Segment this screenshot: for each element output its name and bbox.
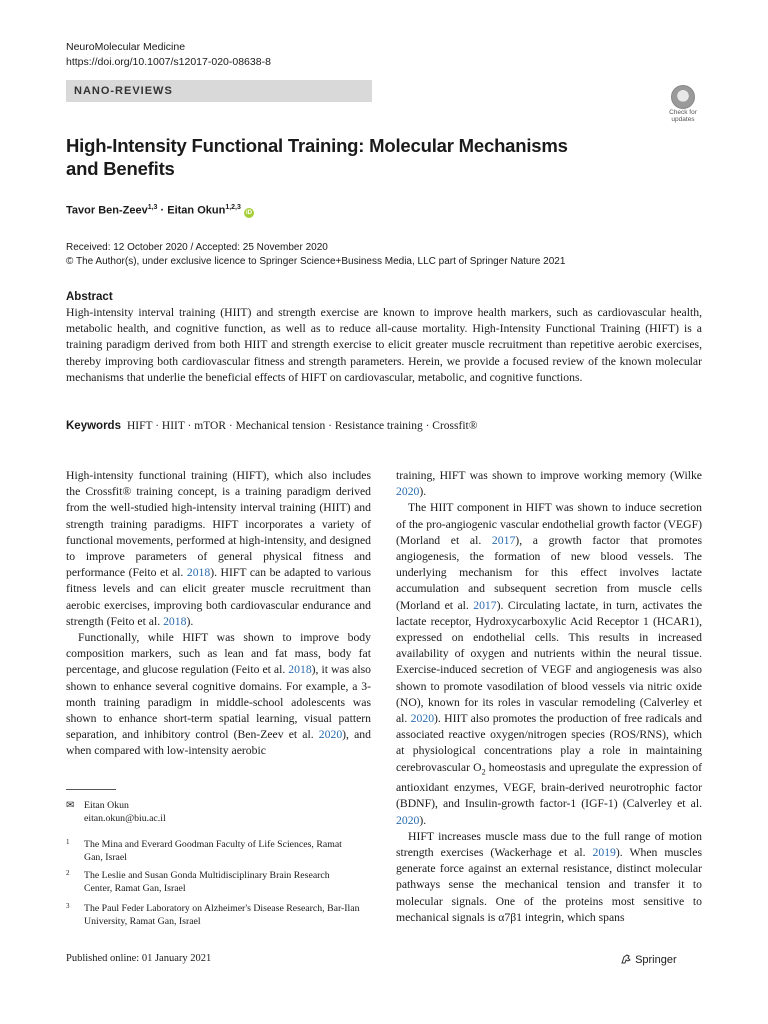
- paragraph: The HIIT component in HIFT was shown to induce secretion of the pro-angiogenic vascular endothelial growth factor (VEGF) (Morland et al. 2017), a growth factor that promotes angiogenesis, the formation of new blood vessels. The underlying mechanism for this effect involves lactate accumulation and subsequent secretion from muscle cells (Morland et al. 2017). Circulating lactate, in turn, activates the lactate receptor, Hydroxycarboxylic Acid Receptor 1 (HCAR1), expressed on endothelial cells. This results in increased availability of oxygen and nutrients within the neural tissue. Exercise-induced secretion of VEGF and angiogenesis was also shown to promote vasodilation of blood vessels via nitric oxide (NO), known for its roles in vascular remodeling (Calverley et al. 2020). HIIT also promotes the production of free radicals and associated reactive oxygen/nitrogen species (ROS/RNS), which at physiological concentrations play a role in maintaining cerebrovascular $O_2$ homeostasis and upregulate the expression of antioxidant enzymes, VEGF, brain-derived neurotrophic factor (BDNF), and Insulin-growth factor-1 (IGF-1) (Calverley et al. 2020).: [396, 501, 703, 827]
- check-for-updates-badge[interactable]: [664, 85, 702, 125]
- article-dates: [66, 241, 565, 269]
- citation-link[interactable]: 2018: [163, 614, 187, 628]
- author-affiliation: 1,3: [147, 204, 158, 211]
- abstract-heading: Abstract: [66, 291, 113, 303]
- check-updates-icon: [671, 85, 695, 109]
- affiliation-number: 1: [66, 838, 70, 846]
- orcid-icon[interactable]: iD: [245, 209, 252, 216]
- received-accepted: Received: 12 October 2020 / Accepted: 25 November 2020: [66, 242, 328, 253]
- publisher-logo: [620, 953, 677, 966]
- citation-link[interactable]: 2017: [491, 533, 516, 547]
- author-line: [66, 204, 254, 218]
- affiliation-text: The Paul Feder Laboratory on Alzheimer's Disease Research, Bar-Ilan University, Ramat Gan, Israel: [84, 903, 360, 927]
- section-banner: NANO-REVIEWS: [66, 80, 372, 102]
- paragraph: HIFT increases muscle mass due to the full range of motion strength exercises (Wackerhage et al. 2019). When muscles generate force against an external resistance, distinct molecular pathways sense the mechanical tension and transfer it to molecular signals. One of the proteins most sensitive to mechanical signals is α7β1 integrin, which spans: [396, 829, 702, 924]
- keywords-label: Keywords: [66, 420, 121, 432]
- article-title: High-Intensity Functional Training: Molecular Mechanisms and Benefits: [66, 135, 568, 179]
- affiliation-text: The Mina and Everard Goodman Faculty of Life Sciences, Ramat Gan, Israel: [84, 839, 342, 863]
- keywords: [66, 420, 477, 432]
- paragraph: High-intensity functional training (HIFT), which also includes the Crossfit® training concept, is a training paradigm derived from the well-studied high-intensity interval training (HIIT) and strength training paradigms. HIFT incorporates a variety of functional movements, performed at high-intensity, and designed to improve parameters of general physical fitness and performance (Feito et al. 2018). HIFT can be adapted to various fitness levels and can elicit greater muscle recruitment than aerobic exercises, improving both cardiovascular endurance and strength (Feito et al. 2018).: [66, 469, 371, 628]
- affiliation-3: [66, 902, 371, 928]
- journal-name: NeuroMolecular Medicine: [66, 41, 186, 53]
- citation-link[interactable]: 2020: [318, 728, 343, 742]
- body-left-column: [66, 468, 371, 760]
- affiliation-number: 3: [66, 902, 70, 910]
- footnote-divider: [66, 789, 116, 790]
- author-name[interactable]: Eitan Okun: [167, 204, 226, 217]
- envelope-icon: ✉: [66, 800, 75, 811]
- corresponding-author: [66, 799, 371, 825]
- journal-header: [66, 40, 271, 70]
- citation-link[interactable]: 2020: [396, 813, 420, 827]
- corresponding-name: Eitan Okun: [84, 800, 129, 811]
- citation-link[interactable]: 2018: [288, 663, 312, 677]
- affiliation-2: [66, 869, 371, 895]
- published-online: Published online: 01 January 2021: [66, 953, 212, 964]
- affiliation-text: The Leslie and Susan Gonda Multidisciplinary Brain Research Center, Ramat Gan, Israel: [84, 870, 330, 894]
- corresponding-email[interactable]: eitan.okun@biu.ac.il: [84, 813, 166, 824]
- doi-link[interactable]: https://doi.org/10.1007/s12017-020-08638-8: [66, 56, 271, 68]
- copyright-line: © The Author(s), under exclusive licence to Springer Science+Business Media, LLC part of Springer Nature 2021: [66, 256, 566, 267]
- author-affiliation: 1,2,3: [225, 204, 241, 211]
- citation-link[interactable]: 2018: [186, 566, 211, 580]
- paragraph: training, HIFT was shown to improve working memory (Wilke 2020).: [396, 469, 702, 499]
- publisher-name: Springer: [635, 954, 677, 966]
- citation-link[interactable]: 2020: [396, 485, 420, 499]
- citation-link[interactable]: 2020: [410, 712, 435, 726]
- body-right-column: [396, 468, 702, 926]
- paragraph: Functionally, while HIFT was shown to improve body composition markers, such as lean and fat mass, body fat percentage, and glucose regulation (Feito et al. 2018), it was also shown to enhance several cognitive domains. For example, a 3-month training paradigm in middle-school adolescents was shown to enhance short-term spatial learning, visual pattern separation, and inhibitory control (Ben-Zeev et al. 2020), and when compared with low-intensity aerobic: [66, 631, 372, 758]
- check-updates-label: Check for updates: [669, 109, 697, 123]
- abstract-text: High-intensity interval training (HIIT) and strength exercise are known to improve health markers, such as cardiovascular health, metabolic health, and cognitive function, as well as to reduce all-cause mortality. High-Intensity Functional Training (HIFT) is a training paradigm derived from both HIIT and strength exercise to elicit greater muscle recruitment than repetitive aerobic exercises, thereby improving both cardiovascular fitness and strength parameters. Herein, we provide a focused review of the known molecular mechanisms that underlie the beneficial effects of HIFT on cardiovascular, metabolic, and cognitive functions.: [66, 306, 702, 384]
- affiliation-number: 2: [66, 869, 70, 877]
- author-separator: ·: [160, 204, 165, 217]
- affiliation-1: [66, 838, 371, 864]
- springer-horse-icon: [620, 953, 632, 965]
- citation-link[interactable]: 2019: [592, 846, 616, 859]
- keywords-list: HIFT · HIIT · mTOR · Mechanical tension · Resistance training · Crossfit®: [126, 420, 478, 432]
- citation-link[interactable]: 2017: [473, 598, 497, 612]
- author-name[interactable]: Tavor Ben-Zeev: [66, 204, 148, 217]
